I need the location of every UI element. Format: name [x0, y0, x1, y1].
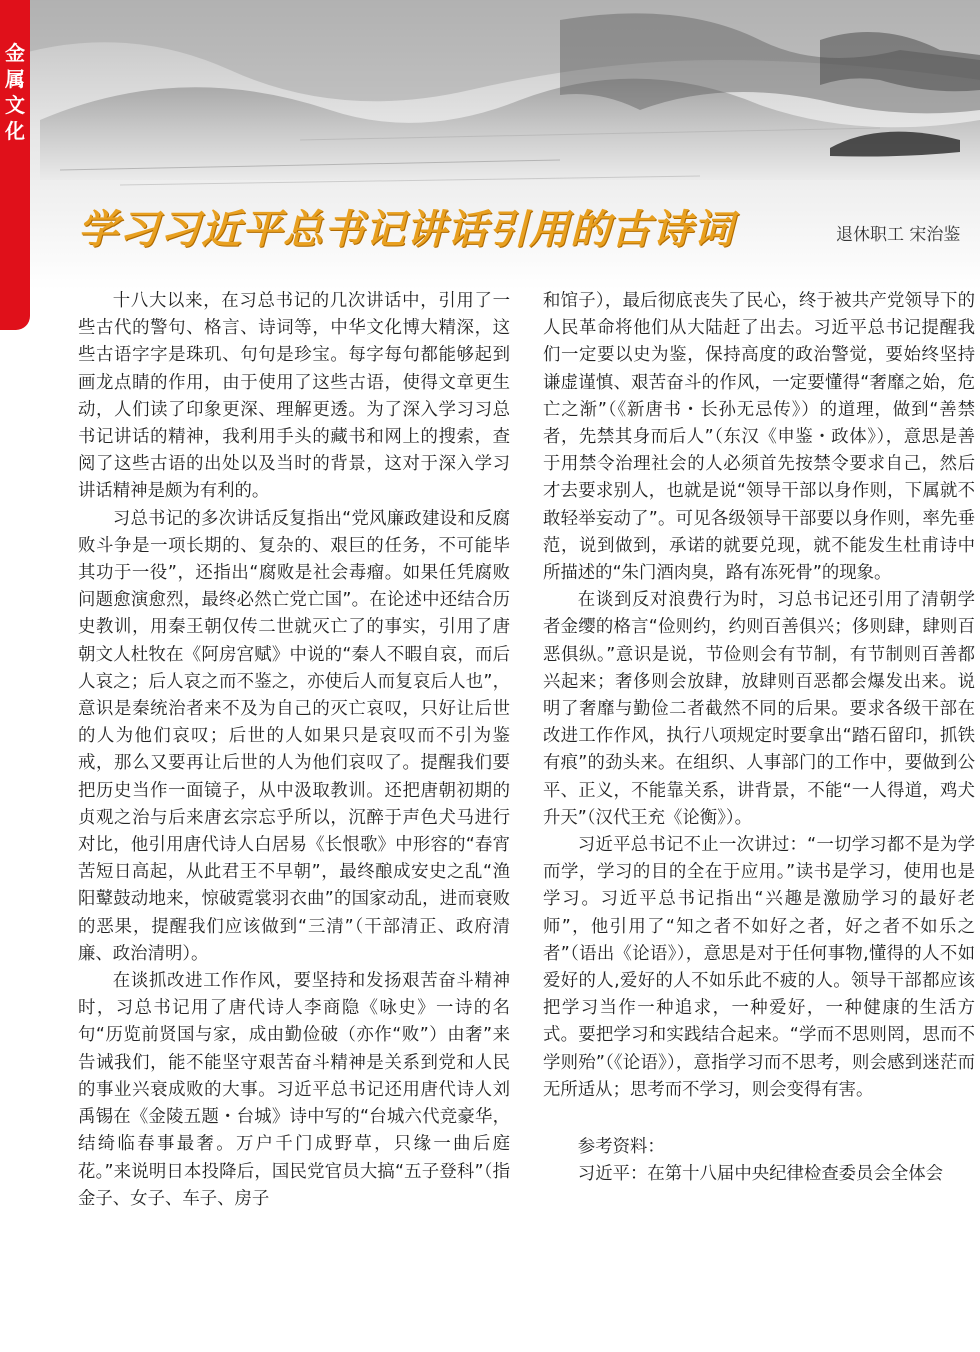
paragraph: 习总书记的多次讲话反复指出“党风廉政建设和反腐败斗争是一项长期的、复杂的、艰巨的任务，不可能毕其功于一役”，还指出“腐败是社会毒瘤。如果任凭腐败问题愈演愈烈，最终必然亡党亡国”。在论述中还结合历史教训，用秦王朝仅传二世就灭亡了的事实，引用了唐朝文人杜牧在《阿房宫赋》中说的“秦人不暇自哀，而后人哀之；后人哀之而不鉴之，亦使后人而复哀后人也”，意识是秦统治者来不及为自己的灭亡哀叹，只好让后世的人为他们哀叹；后世的人如果只是哀叹而不引为鉴戒，那么又要再让后世的人为他们哀叹了。提醒我们要把历史当作一面镜子，从中汲取教训。还把唐朝初期的贞观之治与后来唐玄宗忘乎所以，沉醉于声色犬马进行对比，他引用唐代诗人白居易《长恨歌》中形容的“春宵苦短日高起，从此君王不早朝”，最终酿成安史之乱“渔阳鼙鼓动地来，惊破霓裳羽衣曲”的国家动乱，进而衰败的恶果，提醒我们应该做到“三清”（干部清正、政府清廉、政治清明）。	[78, 508, 510, 964]
article-right-column	[543, 288, 975, 1189]
article-left-column	[78, 288, 510, 1213]
paragraph: 习近平总书记不止一次讲过：“一切学习都不是为学而学，学习的目的全在于应用。”读书是学习，使用也是学习。习近平总书记指出“兴趣是激励学习的最好老师”，他引用了“知之者不如好之者，好之者不如乐之者”（语出《论语》），意思是对于任何事物,懂得的人不如爱好的人,爱好的人不如乐此不疲的人。领导干部都应该把学习当作一种追求，一种爱好，一种健康的生活方式。要把学习和实践结合起来。“学而不思则罔，思而不学则殆”（《论语》），意指学习而不思考，则会感到迷茫而无所适从；思考而不学习，则会变得有害。	[543, 835, 975, 1100]
paragraph: 在谈到反对浪费行为时，习总书记还引用了清朝学者金缨的格言“俭则约，约则百善俱兴；侈则肆，肆则百恶俱纵。”意识是说，节俭则会有节制，有节制则百善都兴起来；奢侈则会放肆，放肆则百恶都会爆发出来。说明了奢靡与勤俭二者截然不同的后果。要求各级干部在改进工作作风，执行八项规定时要拿出“踏石留印，抓铁有痕”的劲头来。在组织、人事部门的工作中，要做到公平、正义，不能靠关系，讲背景，不能“一人得道，鸡犬升天”（汉代王充《论衡》）。	[543, 590, 975, 828]
reference-item: 习近平：在第十八届中央纪律检查委员会全体会	[577, 1164, 944, 1185]
section-tab-label: 金属文化	[5, 41, 25, 143]
section-tab	[0, 0, 30, 330]
paragraph: 十八大以来，在习总书记的几次讲话中，引用了一些古代的警句、格言、诗词等，中华文化博大精深，这些古语字字是珠玑、句句是珍宝。每字每句都能够起到画龙点睛的作用，由于使用了这些古语，使得文章更生动，人们读了印象更深、理解更透。为了深入学习习总书记讲话的精神，我利用手头的藏书和网上的搜索，查阅了这些古语的出处以及当时的背景，这对于深入学习讲话精神是颇为有利的。	[78, 291, 510, 502]
article-author: 退休职工 宋治鉴	[836, 225, 961, 245]
paragraph: 在谈抓改进工作作风，要坚持和发扬艰苦奋斗精神时，习总书记用了唐代诗人李商隐《咏史》一诗的名句“历览前贤国与家，成由勤俭破（亦作“败”）由奢”来告诫我们，能不能坚守艰苦奋斗精神是关系到党和人民的事业兴衰成败的大事。习近平总书记还用唐代诗人刘禹锡在《金陵五题・台城》诗中写的“台城六代竞豪华，结绮临春事最奢。万户千门成野草，只缘一曲后庭花。”来说明日本投降后，国民党官员大搞“五子登科”（指金子、女子、车子、房子	[78, 971, 510, 1209]
article-title: 学习习近平总书记讲话引用的古诗词	[78, 207, 734, 253]
references-heading: 参考资料：	[577, 1137, 665, 1158]
paragraph: 和馆子），最后彻底丧失了民心，终于被共产党领导下的人民革命将他们从大陆赶了出去。习近平总书记提醒我们一定要以史为鉴，保持高度的政治警觉，要始终坚持谦虚谨慎、艰苦奋斗的作风，一定要懂得“奢靡之始，危亡之渐”（《新唐书・长孙无忌传》）的道理，做到“善禁者，先禁其身而后人”（东汉《申鉴・政体》），意思是善于用禁令治理社会的人必须首先按禁令要求自己，然后才去要求别人，也就是说“领导干部以身作则，下属就不敢轻举妄动了”。可见各级领导干部要以身作则，率先垂范，说到做到，承诺的就要兑现，就不能发生杜甫诗中所描述的“朱门酒肉臭，路有冻死骨”的现象。	[543, 291, 975, 584]
